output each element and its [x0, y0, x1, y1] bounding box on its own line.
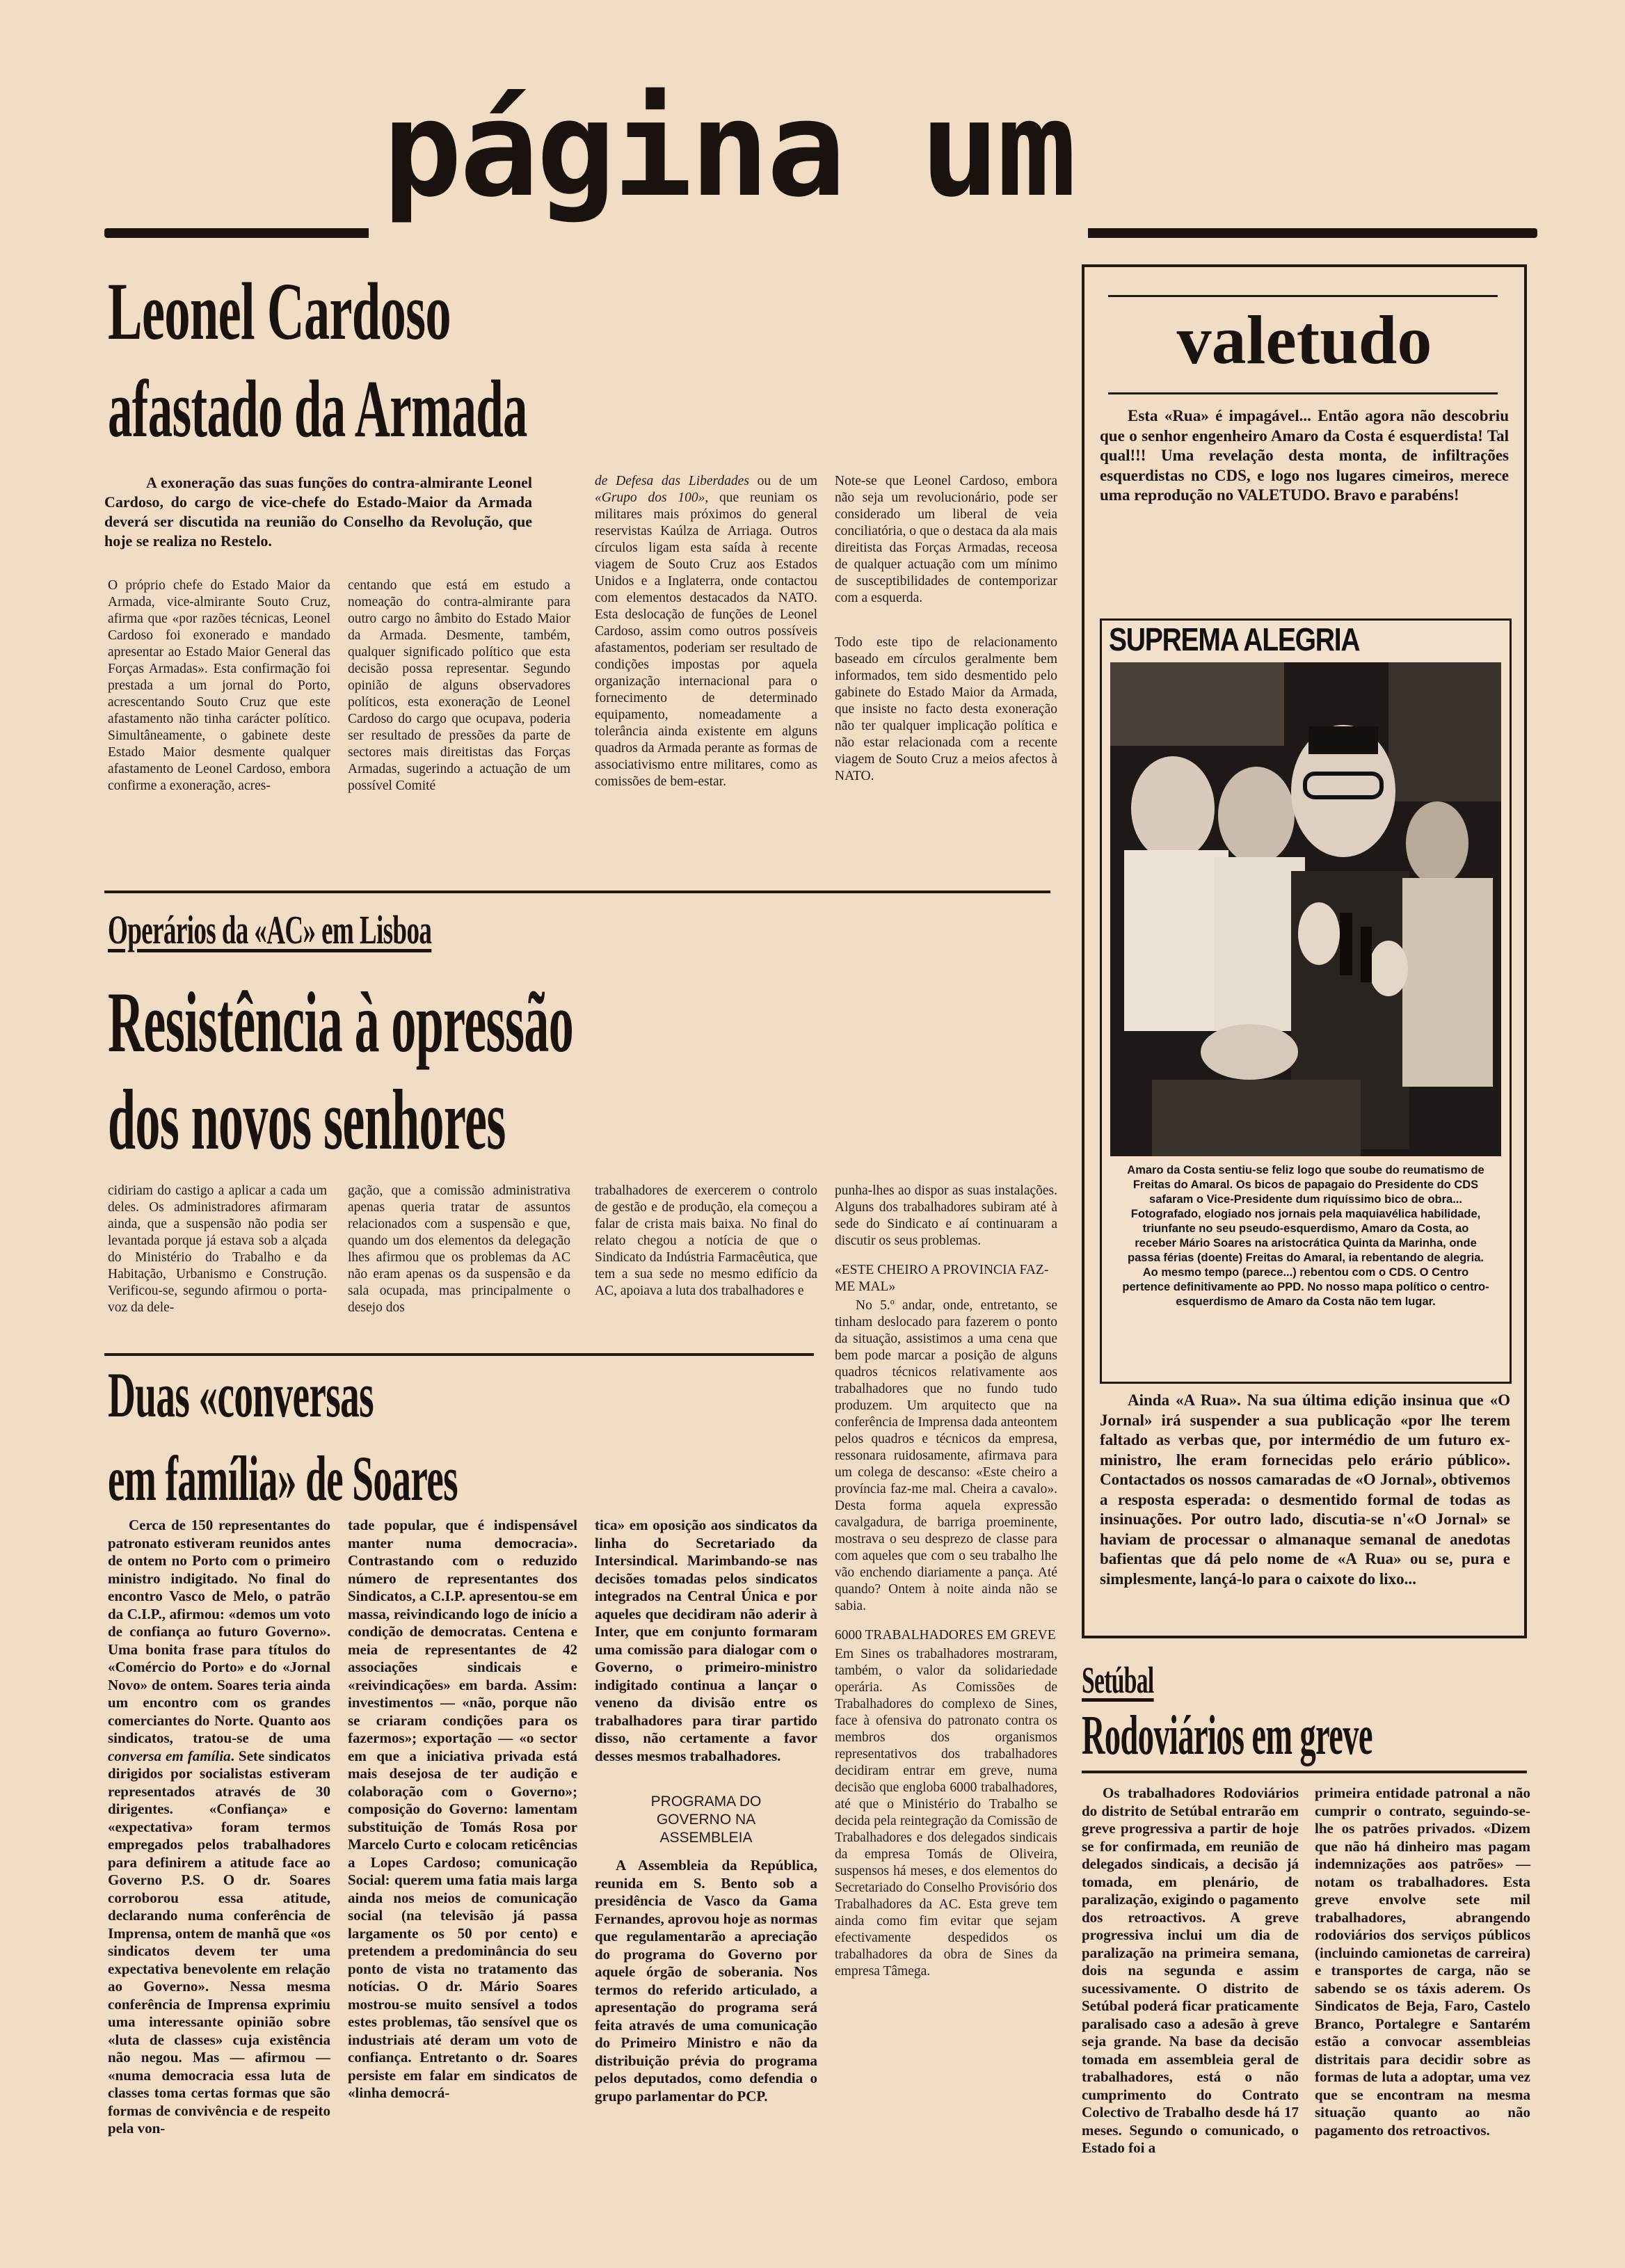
article2-headline-line2: dos novos senhores: [108, 1072, 506, 1167]
clipping-caption: Amaro da Costa sentiu-se feliz logo que soube do reumatismo de Freitas do Amaral. Os bicos de papagaio do Presidente do CDS safaram o Vice-Presidente dum riquíssimo bico de obra... Fotografado, elogiado nos jornais pela maquiavélica habilidade, triunfante no seu pseudo-esquerdismo, Amaro da Costa, ao receber Mário Soares na aristocrática Quinta da Marinha, onde passa férias (doente) Freitas do Amaral, ia rebentando de alegria. Ao mesmo tempo (parece...) rebentou com o CDS. O Centro pertence definitivamente ao PPD. No nosso mapa político o centro-esquerdismo de Amaro da Costa não tem lugar.: [1122, 1164, 1489, 1308]
article3-headline-line1: Duas «conversas: [108, 1359, 374, 1430]
article1-col1-text: O próprio chefe do Estado Maior da Armada, vice-almirante Souto Cruz, afirma que «por razões técnicas, Leonel Cardoso foi exonerado e mandado apresentar ao Estado Maior General das Forças Armadas». Esta confirmação foi prestada a um jornal do Porto, acrescentando Souto Cruz que este afastamento não tinha carácter político. Simultâneamente, o gabinete deste Estado Maior desmente qualquer afastamento de Leonel Cardoso, embora confirme a exoneração, acres-: [108, 578, 330, 793]
article1-col4: [835, 473, 1057, 787]
setubal-col1: [1082, 1784, 1299, 2159]
article1-col3-text: [595, 473, 817, 790]
article3-col1-text: [108, 1517, 330, 2138]
article1-col1: [108, 577, 330, 797]
article1-headline-line2: afastado da Armada: [108, 363, 527, 454]
article2-col4c-text: Em Sines os trabalhadores mostraram, também, o valor da solidariedade operária. As Comissões de Trabalhadores do complexo de Sines, face à ofensiva do patronato contra os membros dos organismos representativos dos trabalhadores decidiram entrar em greve, numa decisão que engloba 6000 trabalhadores, até que o Ministério do Trabalho se decida pela reintegração da Comissão de Trabalhadores e dos delegados sindicais da empresa Tomás de Oliveira, suspensos há meses, e dos elementos do Secretariado do Conselho Provisório dos Trabalhadores da AC. Esta greve tem ainda como fim evitar que sejam efectivamente despedidos os trabalhadores da obra de Sines da empresa Tâmega.: [835, 1647, 1057, 1979]
article1-col4a-text: Note-se que Leonel Cardoso, embora não seja um revolucionário, pode ser considerado um liberal de veia conciliatória, o que o destaca da ala mais direitista das Forças Armadas, receosa de qualquer actuação com um mínimo de susceptibilidades de contemporizar com a esquerda.: [835, 474, 1057, 605]
article3-col3: [595, 1517, 817, 2107]
article3-col3-subhead: PROGRAMA DO GOVERNO NA ASSEMBLEIA: [650, 1794, 762, 1846]
article2-col3: [595, 1183, 817, 1302]
article3-col2: [348, 1517, 577, 2105]
article2-col2-text: gação, que a comissão administrativa apenas queria tratar de assuntos relacionados com a suspensão e que, quando um dos elementos da delegação lhes afirmou que os problemas da AC não eram apenas os da suspensão e da sala ocupada, mas principalmente o desejo dos: [348, 1183, 570, 1315]
article2-col4b-text: No 5.º andar, onde, entretanto, se tinham deslocado para fazerem o ponto da situação, assistimos a uma cena que bem pode marcar a posição de alguns quadros técnicos relativamente aos trabalhadores que no fundo tudo produzem. Um arquitecto que na conferência de Imprensa dada anteontem pelos quadros e técnicos da empresa, ressonara ruidosamente, afirmava para um colega de descanso: «Este cheiro a província faz-me mal. Cheira a cavalo». Desta forma aquela expressão cavalgadura, de barriga proeminente, mostrava o seu desprezo de classe para com aqueles que com o seu trabalho lhe vão enchendo diariamente a pança. Até quando? Ontem à noite ainda não se sabia.: [835, 1298, 1057, 1613]
article3-col3-text: tica» em oposição aos sindicatos da linha do Secretariado da Intersindical. Marimbando-se nas decisões tomadas pelos sindicatos integrados na Central Única e por aqueles que decidiram não aderir à Inter, que em conjunto formaram uma comissão para dialogar com o Governo, o primeiro-ministro indigitado continua a lançar o veneno da divisão entre os trabalhadores para tirar partido disso, não certamente a favor desses mesmos trabalhadores.: [595, 1517, 817, 1764]
article2-col1: [108, 1183, 327, 1318]
article3-col2-text: tade popular, que é indispensável manter numa democracia». Contrastando com o reduzido número de representantes dos Sindicatos, a C.I.P. apresentou-se em massa, reivindicando logo de início a condição de democratas. Centena e meia de representantes de 42 associações sindicais e «reivindicações» em barda. Assim: investimentos — «não, porque não se criaram condições para os fazermos»; exportação — «o sector em que a iniciativa privada está mais desejosa de ter audição e colaboração com o Governo»; composição do Governo: lamentam substituição de Tomás Rosa por Marcelo Curto e colocam reticências a Lopes Cardoso; comunicação Social: querem uma fatia mais larga ainda nos meios de comunicação social (na televisão já passa largamente os 50 por cento) e pretendem a predominância do seu ponto de vista no tratamento das notícias. O dr. Mário Soares mostrou-se muito sensível a todos estes problemas, tão sensível que os industriais até deram um voto de confiança. Entretanto o dr. Soares persiste em falar em sindicatos de «linha democrá-: [348, 1517, 577, 2101]
valetudo-title: valetudo: [1176, 301, 1432, 378]
valetudo-header-rule2: [1108, 392, 1498, 394]
setubal-headline: Rodoviários em greve: [1082, 1705, 1372, 1766]
article3-headline-line2: em família» de Soares: [108, 1443, 458, 1514]
setubal-col2-text: primeira entidade patronal a não cumprir o contrato, seguindo-se-lhe os patrões privados. «Dizem que não há dinheiro mas pagam indemnizações aos patrões» — notam os trabalhadores. Esta greve envolve sete mil trabalhadores, abrangendo rodoviários dos serviços públicos (incluindo camionetas de carreira) e transportes de carga, não se sabendo se os táxis aderem. Os Sindicatos de Beja, Faro, Castelo Branco, Portalegre e Santarém estão a convocar assembleias distritais para decidir sobre as formas de luta a adoptar, uma vez que se encontram na mesma situação quanto ao não pagamento dos retroactivos.: [1315, 1784, 1530, 2139]
article2-col4-subhead2: 6000 TRABALHADORES EM GREVE: [835, 1628, 1056, 1643]
article2-col3-text: trabalhadores de exercerem o controlo de gestão e de produção, ela começou a falar de crista mais baixa. No final do relato chegou a notícia de que o Sindicato da Indústria Farmacêutica, que tem a sua sede no mesmo edifício da AC, apoiava a luta dos trabalhadores e: [595, 1183, 817, 1298]
article3-col1-italic: conversa em família: [108, 1747, 231, 1764]
article1-col3-italic2: «Grupo dos 100»: [595, 490, 705, 505]
photo-illustration: [1110, 662, 1501, 1156]
setubal-kicker: Setúbal: [1082, 1659, 1154, 1701]
masthead: [104, 72, 1537, 257]
valetudo-body: Ainda «A Rua». Na sua última edição insinua que «O Jornal» irá suspender a sua publicação «por lhe terem faltado as verbas que, por intermédio de um futuro ex-ministro, lhe eram fornecidas pelo erário público». Contactados os nossos camaradas de «O Jornal», obtivemos a resposta esperada: o desmentido formal de todas as insinuações. Por outro lado, discutia-se n'«O Jornal» se haviam de processar o almanaque semanal de anedotas bafientas que dá pelo nome de «A Rua» ou se, pura e simplesmente, lançá-lo para o caixote do lixo...: [1100, 1391, 1510, 1588]
article1-col3-italic: de Defesa das Liberdades: [595, 474, 749, 488]
setubal-rule: [1082, 1771, 1527, 1773]
valetudo-intro: Esta «Rua» é impagável... Então agora não descobriu que o senhor engenheiro Amaro da Costa é esquerdista! Tal qual!!! Uma revelação desta monta, de infiltrações esquerdistas no CDS, e logo nos lugares cimeiros, merece uma reprodução no VALETUDO. Bravo e parabéns!: [1100, 407, 1509, 504]
article2-col4a-text: punha-lhes ao dispor as suas instalações. Alguns dos trabalhadores subiram até à sede do Sindicato e aí continuaram a discutir os seus problemas.: [835, 1183, 1057, 1248]
article3-col3b-text: A Assembleia da República, reunida em S. Bento sob a presidência de Vasco da Gama Fernandes, aprovou hoje as normas que regulamentarão a apreciação do programa do Governo por aquele órgão de soberania. Nos termos do referido articulado, a apresentação do programa será feita através de uma comunicação do Primeiro Ministro e não da distribuição prévia do programa pelos deputados, como defendia o grupo parlamentar do PCP.: [595, 1857, 817, 2105]
article1-lead: [104, 473, 532, 551]
article1-lead-text: A exoneração das suas funções do contra-almirante Leonel Cardoso, do cargo de vice-chefe do Estado-Maior da Armada deverá ser discutida na reunião do Conselho da Revolução, que hoje se realiza no Restelo.: [104, 474, 532, 550]
article3-col1: [108, 1517, 330, 2140]
article2-col4: [835, 1183, 1057, 1982]
divider-article1: [104, 891, 1050, 893]
valetudo-box: [1082, 264, 1527, 1638]
article1-col3-b: , que reuniam os militares mais próximos do general reservistas Kaúlza de Arriaga. Outros círculos ligam esta saída à recente viagem de Souto Cruz aos Estados Unidos e a Inglaterra, onde contactou com elementos destacados da NATO. Esta deslocação de funções de Leonel Cardoso, assim como outros possíveis afastamentos, poderiam ser resultado de condições impostas por aquela organização internacional para o fornecimento de determinado equipamento, nomeadamente a tolerância ainda existente em alguns quadros da Armada perante as formas de associativismo entre militares, como as comissões de bem-estar.: [595, 490, 817, 789]
article2-headline-line1: Resistência à opressão: [108, 975, 574, 1070]
article1-col4b-text: Todo este tipo de relacionamento baseado em círculos geralmente bem informados, tem sido desmentido pelo gabinete do Estado Maior da Armada, que insiste no facto desta exoneração não ter qualquer implicação política e não estar relacionada com a recente viagem de Souto Cruz a meios afectos à NATO.: [835, 635, 1057, 783]
valetudo-header-rule: [1108, 295, 1498, 297]
article2-col1-text: cidiriam do castigo a aplicar a cada um deles. Os administradores afirmaram ainda, que a suspensão não podia ser levantada porque já estava sob a alçada do Ministério do Trabalho e da Habitação, Urbanismo e Construção. Verificou-se, segundo afirmou o porta-voz da dele-: [108, 1183, 327, 1315]
article1-col3: [595, 473, 817, 792]
article2-kicker: Operários da «AC» em Lisboa: [108, 907, 432, 952]
article2-col4-subhead: «ESTE CHEIRO A PROVINCIA FAZ-ME MAL»: [835, 1263, 1049, 1294]
article3-col1-a: Cerca de 150 representantes do patronato estiveram reunidos antes de ontem no Porto com o primeiro ministro indigitado. No final do encontro Vasco de Melo, o patrão da C.I.P., afirmou: «demos um voto de confiança ao futuro Governo». Uma bonita frase para títulos do «Comércio do Porto» e do «Jornal Novo» de ontem. Soares teria ainda um encontro com os grandes comerciantes do Norte. Quanto aos sindicatos, tratou-se de uma: [108, 1517, 330, 1746]
divider-article2: [104, 1353, 814, 1356]
article1-col2: [348, 577, 570, 797]
valetudo-clipping: [1100, 618, 1512, 1384]
clipping-title: SUPREMA ALEGRIA: [1109, 621, 1360, 657]
article1-col2-text: centando que está em estudo a nomeação do contra-almirante para outro cargo no âmbito do Estado Maior da Armada. Desmente, também, qualquer significado político que esta decisão possa representar. Segundo opinião de alguns observadores políticos, esta exoneração de Leonel Cardoso do cargo que ocupava, poderia ser resultado de pressões da parte de sectores mais direitistas das Forças Armadas, sugerindo a actuação de um possível Comité: [348, 578, 570, 793]
article2-col2: [348, 1183, 570, 1318]
article1-headline-line1: Leonel Cardoso: [108, 266, 451, 357]
setubal-col2: [1315, 1784, 1530, 2141]
setubal-col1-text: Os trabalhadores Rodoviários do distrito de Setúbal entrarão em greve progressiva a partir de hoje se for confirmada, em reunião de delegados sindicais, a decisão já tomada, em plenário, de paralização, exigindo o pagamento dos retroactivos. A greve progressiva inclui um dia de paralização na primeira semana, dois na segunda e assim sucessivamente. O distrito de Setúbal poderá ficar praticamente paralisado caso a adesão à greve seja grande. Na base da decisão tomada em assembleia geral de trabalhadores, está o não cumprimento do Contrato Colectivo de Trabalho desde há 17 meses. Segundo o comunicado, o Estado foi a: [1082, 1784, 1299, 2156]
article3-col1-b: . Sete sindicatos dirigidos por socialistas estiveram representados através de 30 dirigentes. «Confiança» e «expectativa» foram termos empregados pelos trabalhadores para definirem a atitude face ao Governo P.S. O dr. Soares corroborou essa atitude, declarando numa conferência de Imprensa, ontem de manhã que «os sindicatos devem ter uma expectativa benevolente em relação ao Governo». Nessa mesma conferência de Imprensa exprimiu uma interessante opinião sobre «luta de classes» cuja existência não negou. Mas — afirmou — «numa democracia essa luta de classes toma certas formas que são formas de convivência e de respeito pela von-: [108, 1747, 330, 2137]
masthead-title: página um: [369, 77, 1088, 243]
clipping-photo: [1110, 662, 1501, 1156]
article1-col3-a: ou de um: [749, 474, 817, 488]
